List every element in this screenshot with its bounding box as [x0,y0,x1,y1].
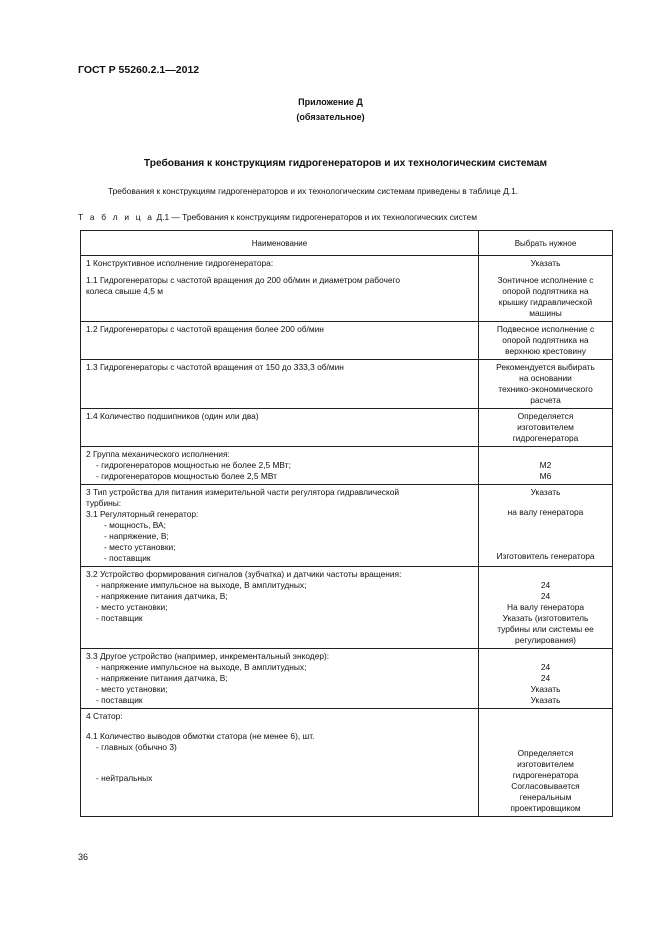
row-value [479,256,613,322]
appendix-status: (обязательное) [296,112,365,122]
row-text: 4 Статор: [86,711,123,721]
value-text: гидрогенератора [512,433,579,443]
section-title: Требования к конструкциям гидрогенераторов и их технологическим системам [143,158,548,169]
value-text: проектировщиком [510,803,581,813]
row-text: - напряжение, В; [104,531,169,541]
row-text: - мощность, ВА; [104,520,166,530]
row-text: 3 Тип устройства для питания измерительной части регулятора гидравлической [86,487,400,497]
value-text: Зонтичное исполнение с [497,275,594,285]
value-text: на валу генератора [507,507,584,517]
row-text: 1.4 Количество подшипников (один или два) [86,411,259,421]
row-text: 1 Конструктивное исполнение гидрогенератора: [86,258,274,268]
document-header: ГОСТ Р 55260.2.1—2012 [78,64,200,76]
row-value [479,322,613,360]
table-header-row [81,231,613,256]
appendix-title: Приложение Д [298,97,363,107]
table-row [81,709,613,817]
row-text: 2 Группа механического исполнения: [86,449,230,459]
column-header-choice: Выбрать нужное [479,231,613,256]
value-text: крышку гидравлической [498,297,593,307]
row-text: - гидрогенераторов мощностью более 2,5 МВт [96,471,277,481]
value-text: На валу генератора [506,602,585,612]
row-value [479,567,613,649]
column-header-name: Наименование [81,231,479,256]
value-text: Согласовывается [511,781,580,791]
value-text: гидрогенератора [512,770,579,780]
value-text: Указать [530,258,561,268]
row-text: 3.2 Устройство формирования сигналов (зубчатка) и датчики частоты вращения: [86,569,402,579]
value-text: Указать [530,684,561,694]
table-row [81,447,613,485]
row-text: 3.3 Другое устройство (например, инкрементальный энкодер): [86,651,330,661]
row-description [81,360,479,409]
value-text: турбины или системы ее [497,624,594,634]
value-text: Указать [530,695,561,705]
row-text: - напряжение питания датчика, В; [96,591,228,601]
row-description [81,649,479,709]
row-text: - поставщик [96,613,143,623]
value-text: М2 [539,460,552,470]
row-text: - напряжение питания датчика, В; [96,673,228,683]
row-text: 1.2 Гидрогенераторы с частотой вращения более 200 об/мин [86,324,324,334]
row-description [81,447,479,485]
value-text: технико-экономического [498,384,593,394]
row-text: колеса свыше 4,5 м [86,286,164,296]
table-row [81,360,613,409]
table-caption-text: Д.1 — Требования к конструкциям гидрогенераторов и их технологических систем [156,212,477,222]
requirements-table [80,230,613,817]
value-text: Указать [530,487,561,497]
row-value [479,409,613,447]
value-text: генеральным [519,792,572,802]
table-row [81,649,613,709]
intro-paragraph: Требования к конструкциям гидрогенераторов и их технологическим системам приведены в таблице Д.1. [108,186,519,196]
value-text: 24 [540,662,551,672]
row-text: турбины: [86,498,122,508]
row-value [479,709,613,817]
page-number: 36 [78,852,89,862]
value-text: Подвесное исполнение с [496,324,595,334]
row-text: - гидрогенераторов мощностью не более 2,5 МВт; [96,460,291,470]
value-text: изготовителем [517,422,574,432]
row-value [479,485,613,567]
table-row [81,485,613,567]
value-text: 24 [540,673,551,683]
value-text: регулирования) [515,635,576,645]
value-text: изготовителем [517,759,574,769]
value-text: Изготовитель генератора [496,551,595,561]
row-text: 1.1 Гидрогенераторы с частотой вращения до 200 об/мин и диаметром рабочего [86,275,401,285]
row-text: 1.3 Гидрогенераторы с частотой вращения от 150 до 333,3 об/мин [86,362,344,372]
row-text: 3.1 Регуляторный генератор: [86,509,199,519]
value-text: Рекомендуется выбирать [496,362,595,372]
row-description [81,485,479,567]
row-description [81,322,479,360]
value-text: Определяется [517,411,574,421]
table-row [81,322,613,360]
value-text: М6 [539,471,552,481]
value-text: машины [529,308,562,318]
row-text: - место установки; [96,602,168,612]
appendix-heading [0,95,661,125]
row-description [81,409,479,447]
value-text: Указать (изготовитель [502,613,589,623]
row-text: 4.1 Количество выводов обмотки статора (не менее 6), шт. [86,731,315,741]
row-value [479,447,613,485]
row-value [479,360,613,409]
value-text: Определяется [517,748,574,758]
table-row [81,256,613,322]
row-text: - главных (обычно 3) [96,742,177,752]
value-text: расчета [530,395,561,405]
value-text: опорой подпятника на [502,286,589,296]
value-text: на основании [519,373,572,383]
row-description [81,256,479,322]
table-caption [78,212,477,222]
row-text: - поставщик [104,553,151,563]
value-text: 24 [540,591,551,601]
table-caption-prefix: Т а б л и ц а [78,212,155,222]
row-value [479,649,613,709]
table-row [81,409,613,447]
row-text: - место установки; [104,542,176,552]
value-text: верхнюю крестовину [505,346,586,356]
row-text: - место установки; [96,684,168,694]
row-description [81,709,479,817]
row-text: - поставщик [96,695,143,705]
row-description [81,567,479,649]
row-text: - нейтральных [96,773,153,783]
value-text: опорой подпятника на [502,335,589,345]
table-row [81,567,613,649]
row-text: - напряжение импульсное на выходе, В амплитудных; [96,662,307,672]
row-text: - напряжение импульсное на выходе, В амплитудных; [96,580,307,590]
value-text: 24 [540,580,551,590]
